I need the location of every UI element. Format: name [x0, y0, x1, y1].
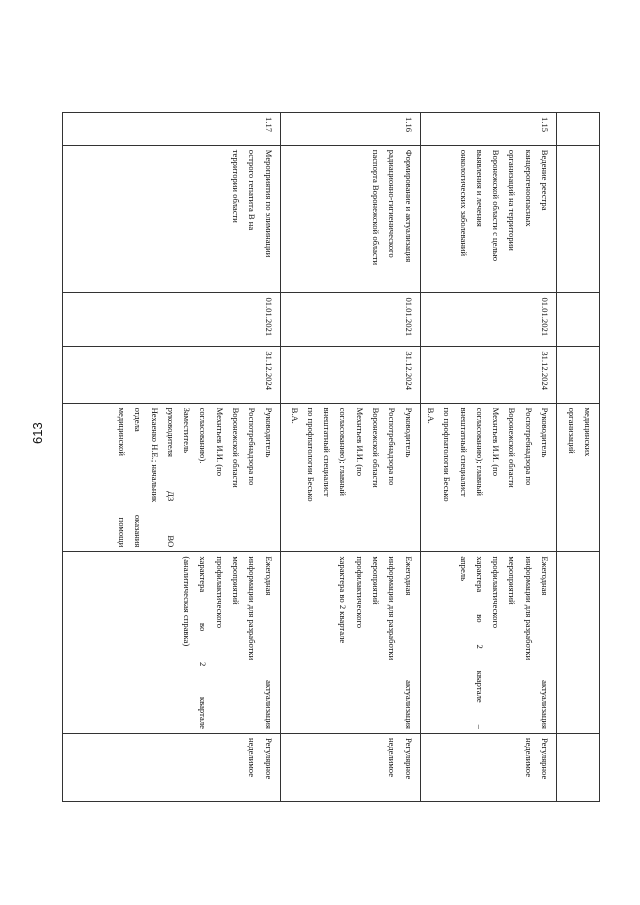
- cell-responsible: [62, 403, 280, 552]
- start-date: 01.01.2021: [540, 297, 550, 337]
- text-line: мероприятий: [231, 556, 242, 605]
- text-line: отдела оказания: [133, 407, 144, 548]
- text-line: профилактического: [354, 556, 365, 629]
- row-number: 1.15: [540, 117, 550, 133]
- text-line: Регулярное: [263, 737, 274, 780]
- start-date: 01.01.2021: [403, 297, 414, 337]
- text-line: неделимое: [247, 737, 258, 778]
- text-line: (аналитическая справка): [182, 556, 193, 647]
- text-line: территории области: [231, 149, 242, 223]
- text-line: В.А.: [289, 407, 300, 424]
- text-line: Руководитель: [403, 407, 414, 458]
- text-line: Роспотребнадзора по: [523, 407, 534, 486]
- cell-start: [62, 293, 280, 347]
- cell-event: [62, 145, 280, 293]
- text-line: медицинских: [583, 407, 593, 457]
- row-number: 1.17: [263, 117, 274, 133]
- text-line: медицинской помощи: [116, 407, 127, 548]
- cell-end: [280, 347, 420, 403]
- cell-start: [420, 293, 556, 347]
- start-date: 01.01.2021: [263, 297, 274, 337]
- text-line: Руководитель: [263, 407, 274, 458]
- text-line: апрель: [458, 556, 469, 581]
- cell-result: [420, 552, 556, 734]
- text-line: информации для разработки: [387, 556, 398, 661]
- text-line: Воронежской области: [507, 407, 518, 488]
- table-row-continuation: [557, 113, 600, 802]
- cell-event: [420, 145, 556, 293]
- cell-start: [280, 293, 420, 347]
- text-line: онкологических заболеваний: [458, 149, 469, 257]
- plan-table: [62, 112, 600, 802]
- text-line: Формирование и актуализация: [403, 149, 414, 263]
- text-line: Ведение реестра: [540, 149, 550, 211]
- row-number: 1.16: [403, 117, 414, 133]
- table-row: [280, 113, 420, 802]
- text-line: руководителя ДЗ ВО: [165, 407, 176, 548]
- text-line: мероприятий: [507, 556, 518, 605]
- cell-result: [557, 552, 600, 734]
- cell-end: [62, 347, 280, 403]
- end-date: 31.12.2024: [540, 351, 550, 390]
- cell-responsible: [280, 403, 420, 552]
- cell-num: [280, 113, 420, 146]
- cell-num: [62, 113, 280, 146]
- text-line: организаций на территории: [507, 149, 518, 251]
- text-line: неделимое: [387, 737, 398, 778]
- text-line: профилактического: [214, 556, 225, 629]
- cell-result: [280, 552, 420, 734]
- cell-type: [280, 733, 420, 801]
- text-line: по профпатологии Бесько: [305, 407, 316, 502]
- text-line: выявления и лечения: [474, 149, 485, 227]
- text-line: внештатный специалист: [322, 407, 333, 497]
- cell-responsible: [557, 403, 600, 552]
- text-line: Мероприятия по элиминации: [263, 149, 274, 258]
- text-line: Воронежской области: [231, 407, 242, 488]
- text-line: информации для разработки: [523, 556, 534, 661]
- cell-num: [420, 113, 556, 146]
- text-line: Регулярное: [403, 737, 414, 780]
- text-line: внештатный специалист: [458, 407, 469, 497]
- text-line: Мехнтьев И.И. (по: [214, 407, 225, 476]
- document-page-rotated: [70, 112, 600, 802]
- text-line: характера во 2 квартале: [198, 556, 209, 729]
- text-line: Руководитель: [540, 407, 550, 458]
- table-row: [62, 113, 280, 802]
- text-line: согласованию).: [198, 407, 209, 464]
- cell-type: [62, 733, 280, 801]
- cell-start: [557, 293, 600, 347]
- text-line: профилактического: [491, 556, 502, 629]
- text-line: согласованию); главный: [338, 407, 349, 496]
- text-line: канцерогеноопасных: [523, 149, 534, 227]
- cell-num: [557, 113, 600, 146]
- text-line: характера во 2 квартале: [338, 556, 349, 644]
- text-line: Заместитель: [182, 407, 193, 454]
- cell-end: [420, 347, 556, 403]
- text-line: Мехнтьев И.И. (по: [354, 407, 365, 476]
- text-line: Воронежской области: [371, 407, 382, 488]
- cell-end: [557, 347, 600, 403]
- text-line: неделимое: [523, 737, 534, 778]
- text-line: информации для разработки: [247, 556, 258, 661]
- text-line: Роспотребнадзора по: [387, 407, 398, 486]
- text-line: Роспотребнадзора по: [247, 407, 258, 486]
- text-line: Ежегодная актуализация: [403, 556, 414, 729]
- cell-result: [62, 552, 280, 734]
- text-line: Ежегодная актуализация: [263, 556, 274, 729]
- text-line: мероприятий: [371, 556, 382, 605]
- cell-type: [557, 733, 600, 801]
- cell-event: [557, 145, 600, 293]
- cell-type: [420, 733, 556, 801]
- cell-event: [280, 145, 420, 293]
- text-line: организаций: [566, 407, 577, 454]
- cell-responsible: [420, 403, 556, 552]
- text-line: радиационно-гигиенического: [387, 149, 398, 258]
- end-date: 31.12.2024: [263, 351, 274, 390]
- text-line: Мехнтьев И.И. (по: [491, 407, 502, 476]
- end-date: 31.12.2024: [403, 351, 414, 390]
- text-line: паспорта Воронежской области: [371, 149, 382, 266]
- text-line: Регулярное: [540, 737, 550, 780]
- text-line: согласованию); главный: [474, 407, 485, 496]
- table-row: [420, 113, 556, 802]
- page-number: 613: [30, 422, 45, 444]
- text-line: В.А.: [425, 407, 436, 424]
- text-line: Ежегодная актуализация: [540, 556, 550, 729]
- text-line: по профпатологии Бесько: [442, 407, 453, 502]
- text-line: острого гепатита В на: [247, 149, 258, 231]
- text-line: Воронежской области с целью: [491, 149, 502, 262]
- text-line: характера во 2 квартале –: [474, 556, 485, 729]
- text-line: Нехаенко Н.Е.; начальник: [149, 407, 160, 503]
